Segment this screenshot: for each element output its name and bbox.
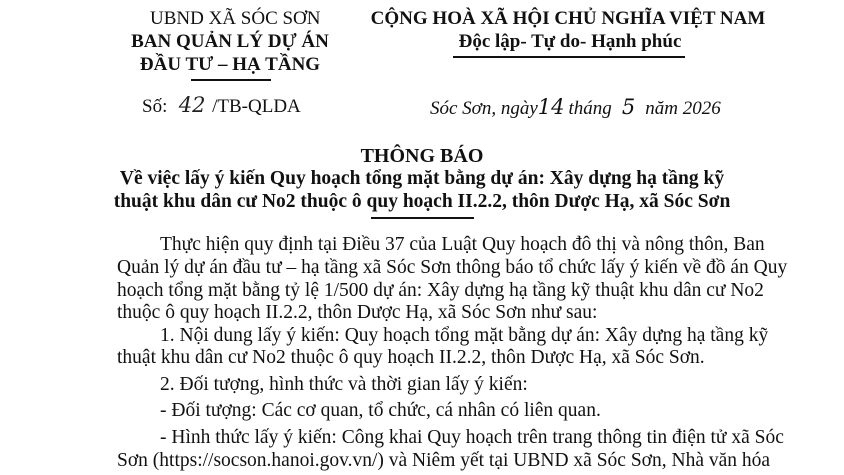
doc-number — [142, 93, 301, 118]
body-paragraph-3: 2. Đối tượng, hình thức và thời gian lấy ý kiến: — [160, 374, 528, 395]
motto-underline — [453, 56, 685, 58]
national-motto: Độc lập- Tự do- Hạnh phúc — [458, 31, 682, 52]
body-paragraph-5-line1: - Hình thức lấy ý kiến: Công khai Quy hoạch trên trang thông tin điện tử xã Sóc — [160, 427, 784, 448]
body-paragraph-1-line1: Thực hiện quy định tại Điều 37 của Luật Quy hoạch đô thị và nông thôn, Ban — [160, 234, 765, 255]
issuer-underline — [191, 79, 271, 81]
place-date-month-label: tháng — [568, 98, 612, 119]
issuer-org-line2: ĐẦU TƯ – HẠ TẦNG — [139, 54, 321, 75]
body-paragraph-1-line2: Quản lý dự án đầu tư – hạ tầng xã Sóc Sơn thông báo tổ chức lấy ý kiến về đồ án Quy — [117, 257, 788, 278]
issuer-org-line1: BAN QUẢN LÝ DỰ ÁN — [131, 31, 329, 52]
body-paragraph-5-line2: Sơn (https://socson.hanoi.gov.vn/) và Niêm yết tại UBND xã Sóc Sơn, Nhà văn hóa — [117, 450, 771, 471]
notice-subject-line2: thuật khu dân cư No2 thuộc ô quy hoạch II.2.2, thôn Dược Hạ, xã Sóc Sơn — [113, 191, 731, 212]
notice-subject-line1: Về việc lấy ý kiến Quy hoạch tổng mặt bằng dự án: Xây dựng hạ tầng kỹ — [119, 168, 725, 189]
doc-number-handwritten: 42 — [178, 93, 206, 117]
body-paragraph-2-line2: thuật khu dân cư No2 thuộc ô quy hoạch II.2.2, thôn Dược Hạ, xã Sóc Sơn. — [117, 347, 705, 368]
issuer-authority: UBND XÃ SÓC SƠN — [150, 8, 321, 29]
doc-number-suffix: /TB-QLDA — [212, 96, 301, 117]
body-paragraph-2-line1: 1. Nội dung lấy ý kiến: Quy hoạch tổng mặt bằng dự án: Xây dựng hạ tầng kỹ — [160, 325, 769, 346]
place-date-day: 14 — [537, 95, 565, 119]
body-paragraph-1-line4: thuộc ô quy hoạch II.2.2, thôn Dược Hạ, xã Sóc Sơn như sau: — [117, 302, 598, 323]
place-date — [430, 95, 721, 120]
body-paragraph-4: - Đối tượng: Các cơ quan, tổ chức, cá nhân có liên quan. — [160, 400, 601, 421]
place-date-place: Sóc Sơn, ngày — [430, 98, 538, 119]
body-paragraph-1-line3: hoạch tổng mặt bằng tỷ lệ 1/500 dự án: Xây dựng hạ tầng kỹ thuật khu dân cư No2 — [117, 280, 764, 301]
place-date-month: 5 — [621, 95, 636, 119]
notice-title: THÔNG BÁO — [360, 145, 484, 167]
title-underline — [371, 217, 474, 219]
national-title: CỘNG HOÀ XÃ HỘI CHỦ NGHĨA VIỆT NAM — [370, 8, 766, 29]
place-date-year: năm 2026 — [645, 98, 721, 119]
doc-number-prefix: Số: — [142, 96, 168, 117]
